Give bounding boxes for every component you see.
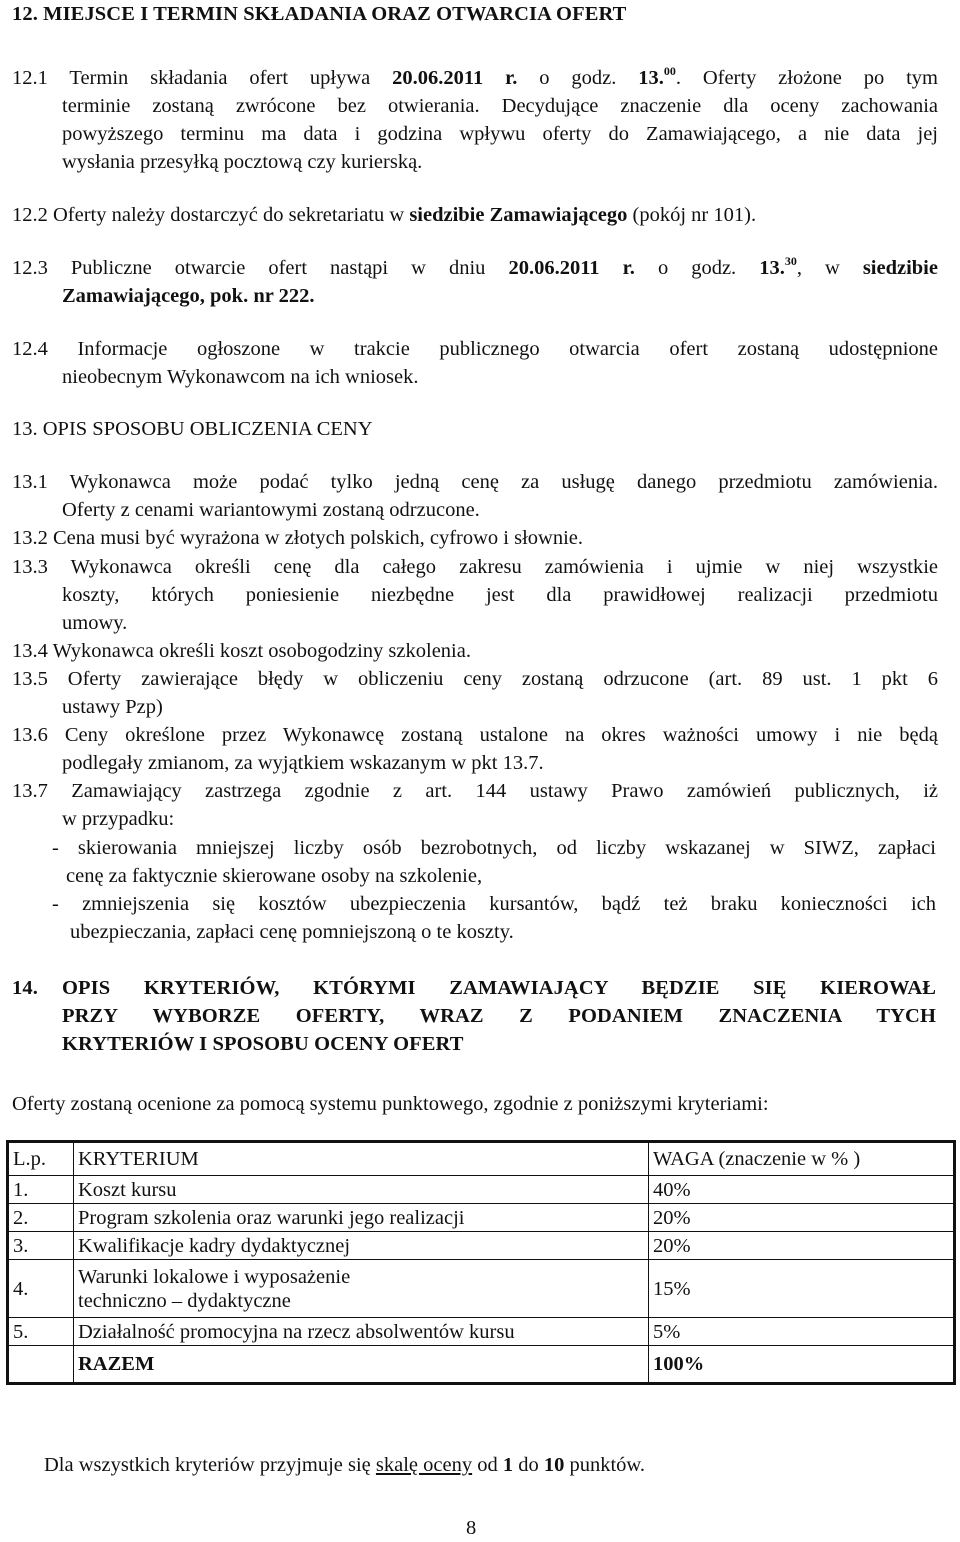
header-criterion: KRYTERIUM	[74, 1142, 649, 1176]
row-number: 1.	[8, 1176, 74, 1204]
para-13-3-line1: 13.3 Wykonawca określi cenę dla całego zakresu zamówienia i ujmie w niej wszystkie	[12, 556, 938, 578]
criterion-name: Działalność promocyjna na rzecz absolwentów kursu	[74, 1318, 649, 1346]
deadline-date: 20.06.2011 r.	[392, 67, 518, 89]
para-13-7-line1: 13.7 Zamawiający zastrzega zgodnie z art. 144 ustawy Prawo zamówień publicznych, iż	[12, 780, 938, 802]
para-13-2: 13.2 Cena musi być wyrażona w złotych polskich, cyfrowo i słownie.	[12, 527, 584, 549]
table-row	[8, 1232, 955, 1260]
para-12-1-line2: terminie zostaną zwrócone bez otwierania. Decydujące znaczenie dla oceny zachowania	[62, 95, 938, 117]
section-12-heading: 12. MIEJSCE I TERMIN SKŁADANIA ORAZ OTWARCIA OFERT	[12, 3, 627, 25]
row-number: 3.	[8, 1232, 74, 1260]
page-number: 8	[466, 1517, 477, 1539]
para-13-5-line1: 13.5 Oferty zawierające błędy w obliczeniu ceny zostaną odrzucone (art. 89 ust. 1 pkt 6	[12, 668, 938, 690]
criteria-intro: Oferty zostaną ocenione za pomocą systemu punktowego, zgodnie z poniższymi kryteriami:	[12, 1093, 769, 1115]
dash-item-1-line1: - skierowania mniejszej liczby osób bezrobotnych, od liczby wskazanej w SIWZ, zapłaci	[52, 837, 936, 859]
scale-max: 10	[543, 1454, 565, 1476]
seat-label: siedzibie Zamawiającego	[409, 204, 628, 226]
para-13-1-line1: 13.1 Wykonawca może podać tylko jedną cenę za usługę danego przedmiotu zamówienia.	[12, 471, 938, 493]
para-12-1-line1	[12, 64, 938, 92]
criterion-name: Kwalifikacje kadry dydaktycznej	[74, 1232, 649, 1260]
header-weight: WAGA (znaczenie w % )	[649, 1142, 955, 1176]
para-13-3-line3: umowy.	[62, 612, 128, 634]
total-value: 100%	[649, 1346, 955, 1384]
para-12-2-text: 12.2 Oferty należy dostarczyć do sekretariatu w	[12, 204, 410, 226]
para-13-6-line2: podlegały zmianom, za wyjątkiem wskazanym w pkt 13.7.	[62, 752, 544, 774]
scale-min: 1	[502, 1454, 514, 1476]
scale-note-text: Dla wszystkich kryteriów przyjmuje się	[44, 1454, 376, 1476]
table-row	[8, 1260, 955, 1318]
para-13-4: 13.4 Wykonawca określi koszt osobogodziny szkolenia.	[12, 640, 471, 662]
criterion-name: Warunki lokalowe i wyposażenie techniczno – dydaktyczne	[74, 1260, 649, 1318]
table-total-row	[8, 1346, 955, 1384]
criterion-weight: 40%	[649, 1176, 955, 1204]
criterion-weight: 20%	[649, 1204, 955, 1232]
total-label: RAZEM	[74, 1346, 649, 1384]
table-header-row	[8, 1142, 955, 1176]
para-13-7-line2: w przypadku:	[62, 808, 175, 830]
section-14-number: 14.	[12, 977, 38, 999]
table-row	[8, 1318, 955, 1346]
para-12-3-seat: siedzibie	[862, 257, 938, 279]
para-12-3-text-c: , w	[796, 257, 863, 279]
row-number: 4.	[8, 1260, 74, 1318]
table-row	[8, 1176, 955, 1204]
scale-note	[44, 1451, 645, 1479]
para-13-5-line2: ustawy Pzp)	[62, 696, 163, 718]
deadline-minutes: 00	[663, 64, 676, 78]
scale-note-end: punktów.	[564, 1454, 646, 1476]
para-12-2	[12, 201, 938, 229]
para-12-3-text-b: o godz.	[634, 257, 760, 279]
row-number: 2.	[8, 1204, 74, 1232]
section-14-heading-line1: OPIS KRYTERIÓW, KTÓRYMI ZAMAWIAJĄCY BĘDZIE SIĘ KIEROWAŁ	[62, 977, 936, 999]
para-12-2-room: (pokój nr 101).	[627, 204, 757, 226]
scale-note-to-word: do	[513, 1454, 544, 1476]
para-12-4-line1: 12.4 Informacje ogłoszone w trakcie publicznego otwarcia ofert zostaną udostępnione	[12, 338, 938, 360]
section-13-heading: 13. OPIS SPOSOBU OBLICZENIA CENY	[12, 418, 373, 440]
opening-minutes: 30	[784, 254, 797, 268]
opening-hour: 13.	[759, 257, 785, 279]
para-12-1-line4: wysłania przesyłką pocztową czy kurierską.	[62, 151, 423, 173]
criteria-table	[6, 1140, 956, 1385]
scale-link: skalę oceny	[375, 1454, 473, 1476]
para-12-3-line1	[12, 254, 938, 282]
criterion-weight: 20%	[649, 1232, 955, 1260]
criterion-weight: 15%	[649, 1260, 955, 1318]
section-14-heading-line3: KRYTERIÓW I SPOSOBU OCENY OFERT	[62, 1033, 464, 1055]
criterion-name: Program szkolenia oraz warunki jego realizacji	[74, 1204, 649, 1232]
scale-note-from-word: od	[472, 1454, 503, 1476]
table-row	[8, 1204, 955, 1232]
criterion-name: Koszt kursu	[74, 1176, 649, 1204]
deadline-hour: 13.	[638, 67, 664, 89]
para-12-1-line3: powyższego terminu ma data i godzina wpływu oferty do Zamawiającego, a nie data jej	[62, 123, 938, 145]
dash-item-2-line1: - zmniejszenia się kosztów ubezpieczenia kursantów, bądź też braku konieczności ich	[52, 893, 936, 915]
header-lp: L.p.	[8, 1142, 74, 1176]
para-12-4-line2: nieobecnym Wykonawcom na ich wniosek.	[62, 366, 419, 388]
section-14-heading-line2: PRZY WYBORZE OFERTY, WRAZ Z PODANIEM ZNACZENIA TYCH	[62, 1005, 936, 1027]
para-12-1-text-b: o godz.	[517, 67, 639, 89]
para-12-3-line2	[12, 282, 960, 310]
row-number: 5.	[8, 1318, 74, 1346]
total-empty-cell	[8, 1346, 74, 1384]
para-12-1-text-c: . Oferty złożone po tym	[675, 67, 938, 89]
opening-place: Zamawiającego, pok. nr 222.	[62, 285, 315, 307]
dash-item-2-line2: ubezpieczania, zapłaci cenę pomniejszoną o te koszty.	[70, 921, 514, 943]
dash-item-1-line2: cenę za faktycznie skierowane osoby na szkolenie,	[66, 865, 483, 887]
criterion-weight: 5%	[649, 1318, 955, 1346]
opening-date: 20.06.2011 r.	[508, 257, 635, 279]
para-13-1-line2: Oferty z cenami wariantowymi zostaną odrzucone.	[62, 499, 480, 521]
para-13-3-line2: koszty, których poniesienie niezbędne jest dla prawidłowej realizacji przedmiotu	[62, 584, 938, 606]
para-12-1-text: 12.1 Termin składania ofert upływa	[12, 67, 393, 89]
para-13-6-line1: 13.6 Ceny określone przez Wykonawcę zostaną ustalone na okres ważności umowy i nie będą	[12, 724, 938, 746]
para-12-3-text: 12.3 Publiczne otwarcie ofert nastąpi w dniu	[12, 257, 509, 279]
